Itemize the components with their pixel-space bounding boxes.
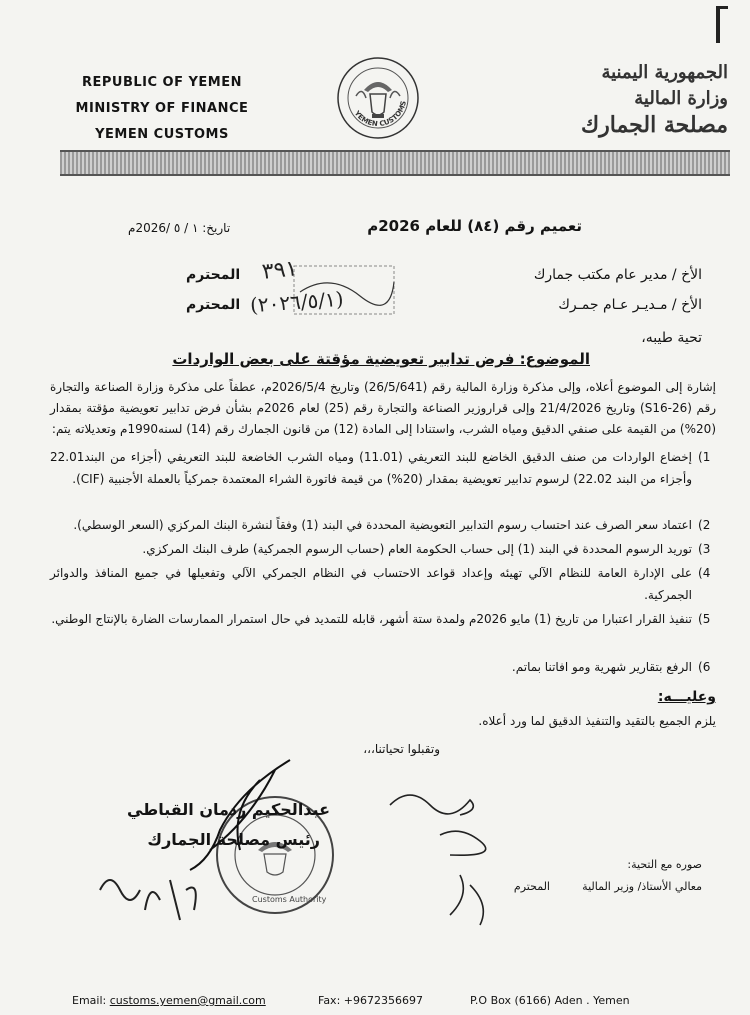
seal-text: Customs Authority	[252, 895, 327, 904]
footer-email	[72, 994, 266, 1007]
item-number: 5)	[698, 612, 711, 626]
footer-email-label: Email:	[72, 994, 107, 1007]
header-english	[62, 70, 262, 148]
circular-date: تاريخ: ١ / ٥ /2026م	[128, 221, 231, 235]
list-item	[50, 608, 716, 630]
handwritten-reg-date: (٢٠٢٦/٥/١)	[249, 286, 345, 318]
copies-heading: صوره مع التحية:	[627, 858, 702, 871]
item-text: إخضاع الواردات من صنف الدقيق الخاضع للبند التعريفي (11.01) ومياه الشرب الخاضعة للبند التعريفي (أجزاء من البند22.01 وأجزاء من البند 22.02) لرسوم تدابير تعويضية بمقدار (20%) من قيمة فاتورة الشراء المعتمدة جمركياً بالعملة الأجنبية (CIF).	[50, 450, 692, 486]
scan-corner-mark	[716, 6, 728, 43]
note-text: يلزم الجميع بالتقيد والتنفيذ الدقيق لما ورد أعلاه.	[478, 714, 716, 728]
item-number: 6)	[698, 660, 711, 674]
item-text: اعتماد سعر الصرف عند احتساب رسوم التدابير التعويضية المحددة في البند (1) وفقاً لنشرة البنك المركزي (السعر الوسطي).	[73, 518, 692, 532]
closing-line: وتقبلوا تحياتنا،،،	[363, 742, 440, 756]
header-ar-ministry: وزارة المالية	[634, 88, 728, 109]
item-number: 3)	[698, 542, 711, 556]
item-text: توريد الرسوم المحددة في البند (1) إلى حساب الحكومة العام (حساب الرسوم الجمركية) طرف البنك المركزي.	[142, 542, 692, 556]
greeting: تحية طيبه،	[641, 330, 702, 346]
subject-line: الموضوع: فرض تدابير تعويضية مؤقتة على بعض الواردات	[172, 350, 590, 368]
footer-email-address: customs.yemen@gmail.com	[109, 994, 266, 1007]
header-ar-customs: مصلحة الجمارك	[581, 112, 728, 138]
circular-title: تعميم رقم (٨٤) للعام 2026م	[367, 217, 582, 235]
addressee-2: الأخ / مـديـر عـام جمـرك	[558, 297, 702, 313]
signatory-name: عبدالحكيم ردمان القباطي	[126, 800, 330, 819]
item-number: 1)	[698, 450, 711, 464]
emblem-text: YEMEN CUSTOMS	[352, 100, 408, 129]
header-divider-band	[60, 150, 730, 176]
copies-recipient: معالي الأستاذ/ وزير المالية	[582, 880, 702, 893]
registration-stamp-icon	[290, 262, 410, 322]
intro-paragraph: إشارة إلى الموضوع أعلاه، وإلى مذكرة وزارة المالية رقم (26/5/641) وتاريخ 2026/5/4م، عطفاً على مذكرة وزارة الصناعة والتجارة رقم (26-S16) وتاريخ 21/4/2026 وإلى قراروزير الصناعة والتجارة رقم (25) لعام 2026م بشأن فرض تدابير تعويضية مؤقتة بمقدار (20%) من القيمة على صنفي الدقيق ومياه الشرب، واستنادا إلى المادة (12) من قانون الجمارك رقم (14) لسنه1990م وتعديلاته يتم:	[50, 380, 716, 436]
signatory-title: رئيس مصلحة الجمارك	[147, 830, 320, 849]
minister-handwritten-note-icon	[380, 775, 520, 935]
list-item	[50, 446, 716, 490]
svg-text:YEMEN CUSTOMS	[352, 100, 408, 128]
list-item	[50, 538, 716, 560]
item-number: 2)	[698, 518, 711, 532]
list-item	[50, 562, 716, 606]
handwritten-reg-number: ٣٩١	[260, 256, 299, 285]
addressee-2-respect: المحترم	[186, 297, 241, 313]
list-item	[50, 514, 716, 536]
item-text: الرفع بتقارير شهرية ومو افاتنا بماتم.	[511, 660, 692, 674]
header-ar-republic: الجمهورية اليمنية	[601, 62, 728, 83]
header-ministry: MINISTRY OF FINANCE	[75, 101, 249, 116]
list-item	[50, 656, 716, 678]
footer-fax: Fax: +9672356697	[318, 994, 423, 1007]
emblem-ring-text	[336, 56, 420, 140]
item-number: 4)	[698, 566, 711, 580]
item-text: على الإدارة العامة للنظام الآلي تهيئه وإعداد قواعد الاحتساب في النظام الجمركي الآلي وتفعيلها في جميع المنافذ والدوائر الجمركية.	[50, 566, 692, 602]
item-text: تنفيذ القرار اعتبارا من تاريخ (1) مايو 2026م ولمدة ستة أشهر، قابله للتمديد في حال استمرار الممارسات الضارة بالإنتاج الوطني.	[51, 612, 692, 626]
footer-pobox: P.O Box (6166) Aden . Yemen	[470, 994, 630, 1007]
copies-respect: المحترم	[513, 880, 550, 893]
header-customs: YEMEN CUSTOMS	[95, 127, 229, 142]
addressee-1-respect: المحترم	[186, 267, 241, 283]
note-heading: وعليـــه:	[657, 689, 716, 705]
addressee-1: الأخ / مدير عام مكتب جمارك	[533, 267, 702, 283]
header-arabic	[518, 60, 728, 138]
header-republic: REPUBLIC OF YEMEN	[81, 75, 243, 90]
handwritten-date-icon	[90, 850, 210, 930]
